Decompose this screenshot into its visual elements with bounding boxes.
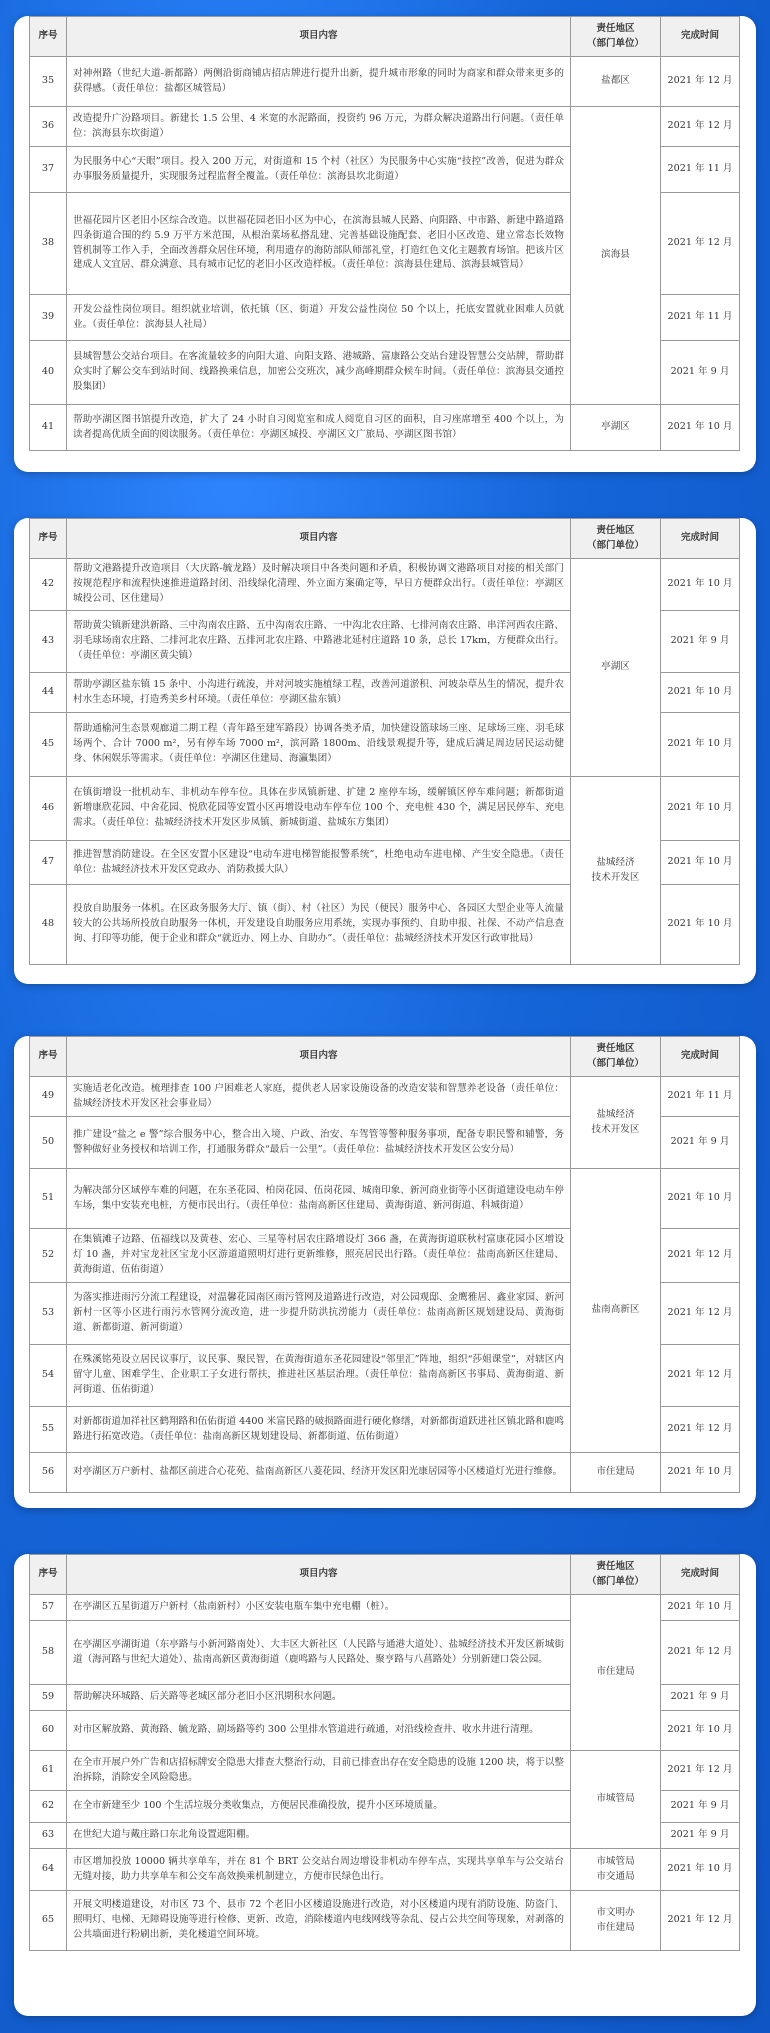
- header-date: 完成时间: [661, 1555, 740, 1595]
- header-content: 项目内容: [67, 1555, 571, 1595]
- row-content: 对神州路（世纪大道-新都路）两侧沿街商铺店招店牌进行提升出新，提升城市形象的同时为商家和群众带来更多的获得感。（责任单位：盐都区城管局）: [67, 57, 571, 107]
- header-date: 完成时间: [661, 1037, 740, 1077]
- row-date: 2021 年 12 月: [661, 1345, 740, 1407]
- row-number: 61: [30, 1751, 67, 1791]
- table-wrap: [29, 1554, 739, 1951]
- row-date: 2021 年 10 月: [661, 777, 740, 841]
- table-row: [30, 1169, 740, 1229]
- table-row: [30, 1077, 740, 1117]
- row-date: 2021 年 10 月: [661, 713, 740, 777]
- row-date: 2021 年 12 月: [661, 107, 740, 147]
- table-card-3: [14, 1036, 756, 1508]
- row-date: 2021 年 11 月: [661, 147, 740, 193]
- row-date: 2021 年 12 月: [661, 1229, 740, 1283]
- header-no: 序号: [30, 1037, 67, 1077]
- row-number: 51: [30, 1169, 67, 1229]
- row-area: 市文明办 市住建局: [571, 1891, 661, 1951]
- row-number: 45: [30, 713, 67, 777]
- row-number: 36: [30, 107, 67, 147]
- row-date: 2021 年 9 月: [661, 611, 740, 673]
- table-row: [30, 1849, 740, 1891]
- row-date: 2021 年 12 月: [661, 1407, 740, 1453]
- table-row: [30, 1595, 740, 1621]
- header-no: 序号: [30, 519, 67, 559]
- row-date: 2021 年 10 月: [661, 885, 740, 965]
- row-number: 39: [30, 295, 67, 341]
- header-row: [30, 1555, 740, 1595]
- row-date: 2021 年 9 月: [661, 1823, 740, 1849]
- header-area: 责任地区 （部门单位）: [571, 1555, 661, 1595]
- row-number: 57: [30, 1595, 67, 1621]
- header-area: 责任地区 （部门单位）: [571, 519, 661, 559]
- row-content: 县城智慧公交站台项目。在客流量较多的向阳大道、向阳支路、港城路、富康路公交站台建设智慧公交站牌，帮助群众实时了解公交车到站时间、线路换乘信息，加密公交班次，减少高峰期群众候车时间。（责任单位：滨海县交通控股集团）: [67, 341, 571, 405]
- row-number: 43: [30, 611, 67, 673]
- row-number: 44: [30, 673, 67, 713]
- row-number: 62: [30, 1791, 67, 1823]
- table-row: [30, 405, 740, 451]
- row-date: 2021 年 10 月: [661, 841, 740, 885]
- row-date: 2021 年 12 月: [661, 1751, 740, 1791]
- row-number: 60: [30, 1711, 67, 1751]
- row-number: 65: [30, 1891, 67, 1951]
- row-area: 盐城经济 技术开发区: [571, 1077, 661, 1169]
- row-content: 在全市开展户外广告和店招标牌安全隐患大排查大整治行动，目前已排查出存在安全隐患的设施 1200 块，将于以整治拆除，消除安全风险隐患。: [67, 1751, 571, 1791]
- row-content: 帮助亭湖区盐东镇 15 条中、小沟进行疏浚，并对河坡实施植绿工程，改善河道淤积、河坡杂草丛生的情况，提升农村水生态环境，打造秀美乡村环境。（责任单位：亭湖区盐东镇）: [67, 673, 571, 713]
- row-date: 2021 年 10 月: [661, 1849, 740, 1891]
- row-area: 市城管局 市交通局: [571, 1849, 661, 1891]
- row-area: 亭湖区: [571, 559, 661, 777]
- row-date: 2021 年 11 月: [661, 295, 740, 341]
- row-number: 52: [30, 1229, 67, 1283]
- table-wrap: [29, 1036, 739, 1493]
- row-number: 58: [30, 1621, 67, 1685]
- row-content: 在世纪大道与戴庄路口东北角设置遮阳棚。: [67, 1823, 571, 1849]
- row-date: 2021 年 10 月: [661, 673, 740, 713]
- row-content: 帮助亭湖区图书馆提升改造，扩大了 24 小时自习阅览室和成人阅览自习区的面积，自习座席增至 400 个以上，为读者提高优质全面的阅读服务。（责任单位：亭湖区城投、亭湖区文广旅局、亭湖区图书馆）: [67, 405, 571, 451]
- row-number: 40: [30, 341, 67, 405]
- table-row: [30, 777, 740, 841]
- table-row: [30, 1453, 740, 1493]
- row-content: 帮助文港路提升改造项目（大庆路-毓龙路）及时解决项目中各类问题和矛盾，积极协调文港路项目对接的相关部门按规范程序和流程快速推进道路封闭、沿线绿化清理、外立面方案确定等，早日方便群众出行。（责任单位：亭湖区城投公司、区住建局）: [67, 559, 571, 611]
- table-row: [30, 1751, 740, 1791]
- row-number: 35: [30, 57, 67, 107]
- row-content: 开展文明楼道建设，对市区 73 个、县市 72 个老旧小区楼道设施进行改造，对小区楼道内现有消防设施、防盗门、照明灯、电梯、无障碍设施等进行检修、更新、改造，消除楼道内电线网线等杂乱、侵占公共空间等现象，对剥落的公共墙面进行粉刷出新，美化楼道空间环境。: [67, 1891, 571, 1951]
- row-number: 41: [30, 405, 67, 451]
- table-row: [30, 559, 740, 611]
- row-number: 42: [30, 559, 67, 611]
- row-area: 亭湖区: [571, 405, 661, 451]
- header-content: 项目内容: [67, 17, 571, 57]
- header-row: [30, 1037, 740, 1077]
- row-content: 帮助通榆河生态景观廊道二期工程（青年路至建军路段）协调各类矛盾，加快建设篮球场三座、足球场三座、羽毛球场两个、合计 7000 m²，另有停车场 7000 m²，滨河路 1800m、沿线景观提升等，建成后满足周边居民运动健身、休闲娱乐等需求。（责任单位：亭湖区住建局、海瀛集团）: [67, 713, 571, 777]
- row-content: 为落实推进雨污分流工程建设，对温馨花园南区雨污管网及道路进行改造，对公园观邸、金鹰雅居、鑫业家园、新河新村一区等小区进行雨污水管网分流改造，进一步提升防洪抗涝能力（责任单位：盐南高新区规划建设局、黄海街道、新都街道、新河街道）: [67, 1283, 571, 1345]
- table-wrap: [29, 16, 739, 451]
- project-table: [29, 1036, 740, 1493]
- row-content: 投放自助服务一体机。在区政务服务大厅、镇（街）、村（社区）为民（便民）服务中心、各园区大型企业等人流量较大的公共场所投放自助服务一体机，开发建设自助服务应用系统，实现办事预约、自助申报、社保、不动产信息查询、打印等功能，便于企业和群众“就近办、网上办、自助办”。（责任单位：盐城经济技术开发区行政审批局）: [67, 885, 571, 965]
- row-content: 开发公益性岗位项目。组织就业培训，依托镇（区、街道）开发公益性岗位 50 个以上，托底安置就业困难人员就业。（责任单位：滨海县人社局）: [67, 295, 571, 341]
- table-card-2: [14, 518, 756, 984]
- row-date: 2021 年 9 月: [661, 341, 740, 405]
- row-number: 63: [30, 1823, 67, 1849]
- row-content: 推广建设“盐之 e 警”综合服务中心，整合出入境、户政、治安、车驾管等警种服务事项，配备专职民警和辅警，务警种做好业务授权和培训工作，打通服务群众“最后一公里”。（责任单位：盐城经济技术开发区公安分局）: [67, 1117, 571, 1169]
- table-row: [30, 1891, 740, 1951]
- table-card-1: [14, 16, 756, 472]
- row-number: 64: [30, 1849, 67, 1891]
- row-content: 在殊溪铭苑设立居民议事厅，议民事、聚民智，在黄海街道东圣花园建设“邻里汇”阵地，组织“莎姐课堂”，对辖区内留守儿童、困难学生、企业职工子女进行帮扶，推进社区基层治理。（责任单位：盐南高新区书事局、黄海街道、新河街道、伍佑街道）: [67, 1345, 571, 1407]
- row-content: 在亭湖区五星街道万户新村（盐南新村）小区安装电瓶车集中充电棚（桩）。: [67, 1595, 571, 1621]
- row-date: 2021 年 9 月: [661, 1791, 740, 1823]
- row-date: 2021 年 9 月: [661, 1117, 740, 1169]
- row-number: 47: [30, 841, 67, 885]
- header-area: 责任地区 （部门单位）: [571, 17, 661, 57]
- row-area: 市住建局: [571, 1453, 661, 1493]
- row-number: 38: [30, 193, 67, 295]
- row-date: 2021 年 10 月: [661, 559, 740, 611]
- row-content: 世福花园片区老旧小区综合改造。以世福花园老旧小区为中心，在滨海县城人民路、向阳路、中市路、新建中路道路四条街道合围的约 5.9 万平方米范围，从根治菜场私搭乱建、完善基础设施配套、老旧小区改造、建立常态长效物管机制等工作入手，全面改善群众居住环境，利用遗存的海防部队师部礼堂，打造红色文化主题教育场馆。把该片区建成人文宜居、群众满意、具有城市记忆的老旧小区改造样板。（责任单位：滨海县住建局、滨海县城管局）: [67, 193, 571, 295]
- table-row: [30, 107, 740, 147]
- row-content: 帮助黄尖镇新建洪新路、三中沟南农庄路、五中沟南农庄路、一中沟北农庄路、七排河南农庄路、串洋河西农庄路、羽毛球场南农庄路、二排河北农庄路、五排河北农庄路、中路港北延村庄道路 10 条，总长 17km，方便群众出行。（责任单位：亭湖区黄尖镇）: [67, 611, 571, 673]
- project-table: [29, 16, 740, 451]
- row-date: 2021 年 10 月: [661, 1595, 740, 1621]
- table-row: [30, 57, 740, 107]
- row-content: 对亭湖区万户新村、盐都区前进合心花苑、盐南高新区八菱花园、经济开发区阳光康居园等小区楼道灯光进行维修。: [67, 1453, 571, 1493]
- row-date: 2021 年 10 月: [661, 405, 740, 451]
- row-date: 2021 年 10 月: [661, 1169, 740, 1229]
- row-number: 53: [30, 1283, 67, 1345]
- table-wrap: [29, 518, 739, 965]
- row-date: 2021 年 10 月: [661, 1711, 740, 1751]
- row-date: 2021 年 9 月: [661, 1685, 740, 1711]
- row-area: 盐都区: [571, 57, 661, 107]
- row-date: 2021 年 12 月: [661, 1283, 740, 1345]
- row-date: 2021 年 10 月: [661, 1453, 740, 1493]
- row-date: 2021 年 11 月: [661, 1077, 740, 1117]
- row-content: 实施适老化改造。梳理排查 100 户困难老人家庭，提供老人居家设施设备的改造安装和智慧养老设备（责任单位：盐城经济技术开发区社会事业局）: [67, 1077, 571, 1117]
- header-date: 完成时间: [661, 519, 740, 559]
- row-area: 市住建局: [571, 1595, 661, 1751]
- project-table: [29, 1554, 740, 1951]
- row-area: 滨海县: [571, 107, 661, 405]
- header-row: [30, 17, 740, 57]
- row-date: 2021 年 12 月: [661, 193, 740, 295]
- row-area: 市城管局: [571, 1751, 661, 1849]
- table-card-4: [14, 1554, 756, 2016]
- row-date: 2021 年 12 月: [661, 57, 740, 107]
- row-content: 为解决部分区域停车难的问题，在东圣花园、柏岗花园、伍岗花园、城南印象、新河商业街等小区街道建设电动车停车场，集中安装充电桩，方便市民出行。（责任单位：盐南高新区住建局、黄海街道、新河街道、科城街道）: [67, 1169, 571, 1229]
- row-date: 2021 年 12 月: [661, 1621, 740, 1685]
- header-date: 完成时间: [661, 17, 740, 57]
- row-content: 市区增加投放 10000 辆共享单车，并在 81 个 BRT 公交站台周边增设非机动车停车点，实现共享单车与公交站台无缝对接，助力共享单车和公交车高效换乘机制建立，方便市民绿色出行。: [67, 1849, 571, 1891]
- row-content: 改造提升广汾路项目。新建长 1.5 公里、4 米宽的水泥路面，投资约 96 万元，为群众解决道路出行问题。（责任单位：滨海县东坎街道）: [67, 107, 571, 147]
- row-content: 推进智慧消防建设。在全区安置小区建设“电动车进电梯智能报警系统”，杜绝电动车进电梯、产生安全隐患。（责任单位：盐城经济技术开发区党政办、消防救援大队）: [67, 841, 571, 885]
- row-area: 盐城经济 技术开发区: [571, 777, 661, 965]
- row-number: 59: [30, 1685, 67, 1711]
- row-content: 帮助解决环城路、后关路等老城区部分老旧小区汛期积水问题。: [67, 1685, 571, 1711]
- row-number: 50: [30, 1117, 67, 1169]
- row-content: 在镇街增设一批机动车、非机动车停车位。具体在步凤镇新建、扩建 2 座停车场，缓解镇区停车难问题；新都街道新增康欣花园、中舍花园、悦欣花园等安置小区再增设电动车停车位 100 个、充电桩 430 个，满足居民停车、充电需求。（责任单位：盐城经济技术开发区步凤镇、新城街道、盐城东方集团）: [67, 777, 571, 841]
- row-number: 46: [30, 777, 67, 841]
- row-number: 49: [30, 1077, 67, 1117]
- header-area: 责任地区 （部门单位）: [571, 1037, 661, 1077]
- row-content: 在全市新建至少 100 个生活垃圾分类收集点，方便居民准确投放，提升小区环境质量。: [67, 1791, 571, 1823]
- row-date: 2021 年 12 月: [661, 1891, 740, 1951]
- header-no: 序号: [30, 1555, 67, 1595]
- row-number: 48: [30, 885, 67, 965]
- row-number: 55: [30, 1407, 67, 1453]
- row-content: 为民服务中心“天眼”项目。投入 200 万元，对街道和 15 个村（社区）为民服务中心实施“技控”改善，促进为群众办事服务质量提升，实现服务过程监督全覆盖。（责任单位：滨海县坎北街道）: [67, 147, 571, 193]
- row-area: 盐南高新区: [571, 1169, 661, 1453]
- header-content: 项目内容: [67, 519, 571, 559]
- header-content: 项目内容: [67, 1037, 571, 1077]
- row-content: 对市区解放路、黄海路、毓龙路、剧场路等约 300 公里排水管道进行疏通，对沿线检查井、收水井进行清理。: [67, 1711, 571, 1751]
- row-content: 对新都街道加祥社区鹤翔路和伍佑街道 4400 米富民路的破损路面进行硬化修缮，对新都街道跃进社区镇北路和鹿鸣路进行拓宽改造。（责任单位：盐南高新区规划建设局、新都街道、伍佑街道）: [67, 1407, 571, 1453]
- row-content: 在亭湖区亭湖街道（东亭路与小新河路南处）、大丰区大新社区（人民路与通港大道处）、盐城经济技术开发区新城街道（海河路与世纪大道处）、盐南高新区黄海街道（鹿鸣路与人民路处、聚亨路与八菖路处）分别新建口袋公园。: [67, 1621, 571, 1685]
- row-number: 54: [30, 1345, 67, 1407]
- row-number: 37: [30, 147, 67, 193]
- row-number: 56: [30, 1453, 67, 1493]
- project-table: [29, 518, 740, 965]
- header-no: 序号: [30, 17, 67, 57]
- header-row: [30, 519, 740, 559]
- row-content: 在集镇滩子边路、伍福线以及黄巷、宏心、三星等村居农庄路增设灯 366 盏，在黄海街道联秋村富康花园小区增设灯 10 盏，并对宝龙社区宝龙小区游道道照明灯进行更新维修，照亮居民出行路。（责任单位：盐南高新区住建局、黄海街道、伍佑街道）: [67, 1229, 571, 1283]
